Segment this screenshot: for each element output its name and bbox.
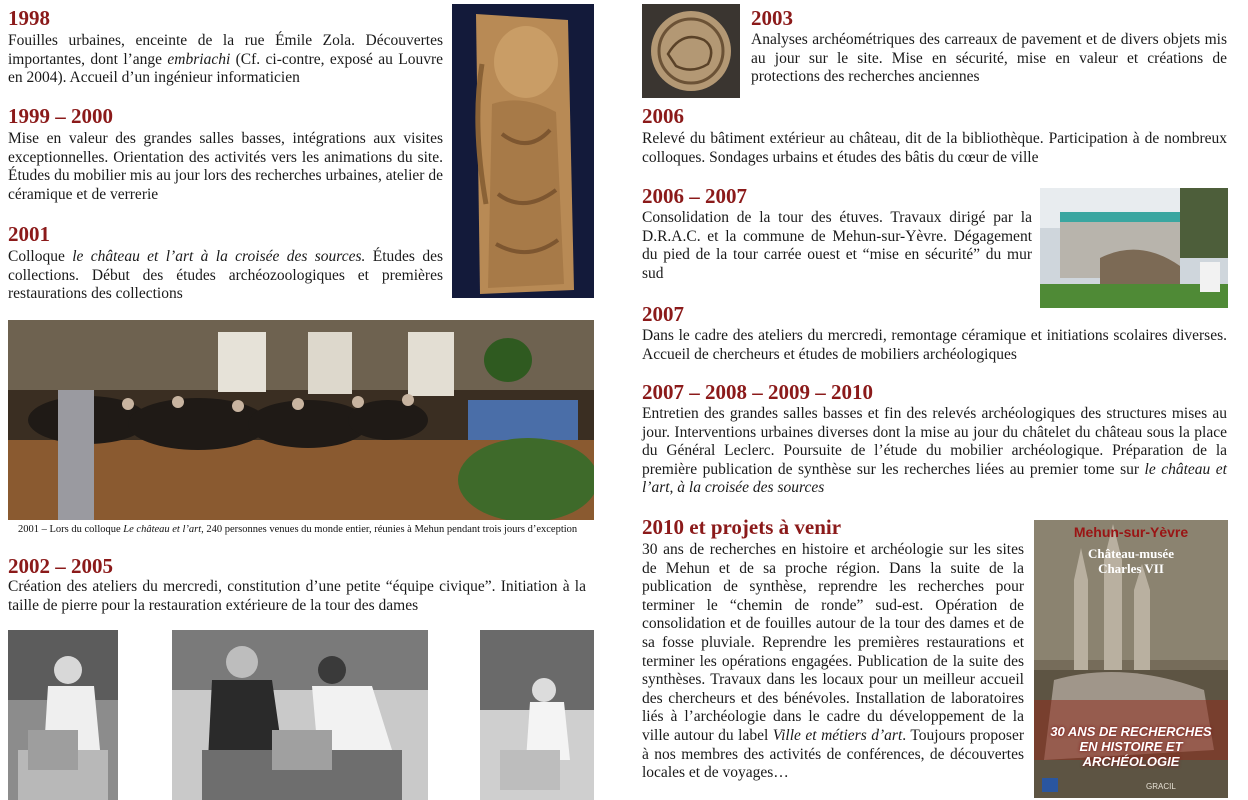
book-banner: 30 ANS DE RECHERCHES EN HISTOIRE ET ARCHÉOLOGIE <box>1050 724 1212 769</box>
text-2010-projects: 30 ans de recherches en histoire et archéologie sur les sites de Mehun et de sa proche région. Dans la suite de la publication de synthèse, reprendre les recherches pour terminer le “chemin de ronde” sud-est. Opération de consolidation et de fouilles autour de la tour des dames et de sa fosse pluviale. Reprendre les premières restaurations et terminer les opérations engagées. Publication de la suite des synthèses. Travaux dans les locaux pour un meilleur accueil des chercheurs et des bénévoles. Installation de laboratoires liés à l’archéologie dans le cadre du développement de la ville autour du label Ville et métiers d’art. Toujours proposer à nos membres des activités de conférences, de découvertes locales et de voyages… <box>642 541 1024 782</box>
stonecutting-photo-1 <box>8 630 118 800</box>
colloquium-caption: 2001 – Lors du colloque Le château et l’art, 240 personnes venues du monde entier, réunies à Mehun pendant trois jours d’exception <box>18 524 578 535</box>
book-title-city: Mehun-sur-Yèvre <box>1073 524 1189 540</box>
publisher-logo-icon <box>1042 778 1058 792</box>
book-cover <box>1034 520 1228 798</box>
text-2003: Analyses archéométriques des carreaux de pavement et de divers objets mis au jour sur le site. Mise en sécurité, mise en valeur et créations de protections des recherches anciennes <box>751 31 1227 86</box>
year-2006: 2006 <box>642 104 684 128</box>
stonecutting-photo-2 <box>172 630 428 800</box>
stonecutting-photo-3 <box>480 630 594 800</box>
text-2006-2007: Consolidation de la tour des étuves. Travaux dirigé par la D.R.A.C. et la commune de Mehun-sur-Yèvre. Dégagement du pied de la tour carrée ouest et “mise en sécurité” du mur sud <box>642 209 1032 282</box>
text-2007: Dans le cadre des ateliers du mercredi, remontage céramique et initiations scolaires diverses. Accueil de chercheurs et études de mobiliers archéologiques <box>642 327 1227 363</box>
tower-restoration-photo <box>1040 188 1228 308</box>
year-2007-2010: 2007 – 2008 – 2009 – 2010 <box>642 380 873 404</box>
text-2001: Colloque le château et l’art à la croisée des sources. Études des collections. Début des études archéozoologiques et premières restaurations des collections <box>8 248 443 303</box>
pavement-tile-photo <box>642 4 740 98</box>
year-2010-projects: 2010 et projets à venir <box>642 515 842 539</box>
colloquium-photo <box>8 320 594 520</box>
book-logo-text: GRACIL <box>1146 782 1176 791</box>
text-2007-2010: Entretien des grandes salles basses et fin des relevés archéologiques des structures mises au jour. Interventions urbaines diverses dont la mise au jour du châtelet du château sous la place du Général Leclerc. Poursuite de l’étude du mobilier archéologique. Préparation de la première publication de synthèse sur les recherches liées au premier tome sur le château et l’art, à la croisée des sources <box>642 405 1227 497</box>
text-2006: Relevé du bâtiment extérieur au château, dit de la bibliothèque. Participation à de nombreux colloques. Sondages urbains et études des bâtis du cœur de ville <box>642 130 1227 166</box>
text-1998: Fouilles urbaines, enceinte de la rue Émile Zola. Découvertes importantes, dont l’ange embriachi (Cf. ci-contre, exposé au Louvre en 2004). Accueil d’un ingénieur informaticien <box>8 32 443 87</box>
year-2007: 2007 <box>642 302 684 326</box>
angel-relief-photo <box>452 4 594 298</box>
year-2006-2007: 2006 – 2007 <box>642 184 747 208</box>
book-title-museum: Château-musée Charles VII <box>1088 546 1174 576</box>
year-2001: 2001 <box>8 222 50 246</box>
year-1998: 1998 <box>8 6 50 30</box>
text-2002-2005: Création des ateliers du mercredi, constitution d’une petite “équipe civique”. Initiation à la taille de pierre pour la restauration extérieure de la tour des dames <box>8 578 586 614</box>
year-2003: 2003 <box>751 6 793 30</box>
text-1999-2000: Mise en valeur des grandes salles basses, intégrations aux visites exceptionnelles. Orientation des activités vers les animations du site. Études du mobilier mis au jour lors des recherches urbaines, atelier de céramique et de verrerie <box>8 130 443 203</box>
year-1999-2000: 1999 – 2000 <box>8 104 113 128</box>
year-2002-2005: 2002 – 2005 <box>8 554 113 578</box>
